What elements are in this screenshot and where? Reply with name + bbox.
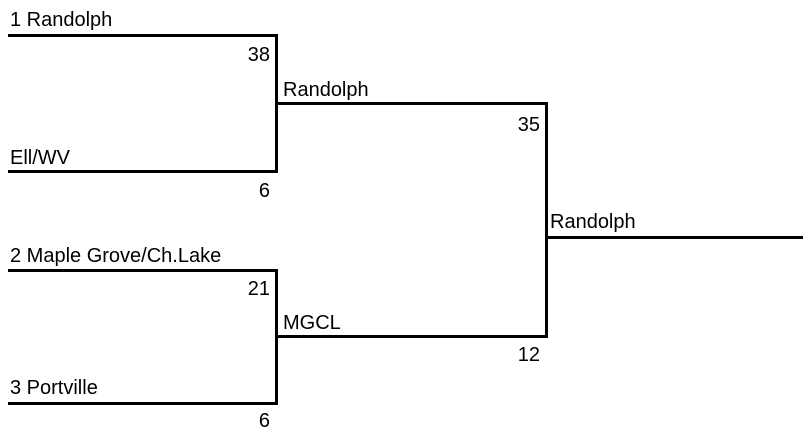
score-r1-1: 38 [247,44,270,66]
team-label-r1-1: 1 Randolph [10,9,113,31]
score-r2-2: 12 [517,344,540,366]
bracket-line-r2-2 [275,335,548,338]
bracket-line-champion [545,236,803,239]
team-label-r2-1: Randolph [283,79,369,101]
bracket-line-r1-4 [8,402,278,405]
team-label-r2-2: MGCL [283,312,341,334]
bracket-connector-r2 [545,102,548,338]
team-label-r1-2: Ell/WV [10,147,70,169]
bracket-line-r2-1 [275,102,548,105]
bracket-line-r1-1 [8,34,278,37]
score-r1-2: 6 [258,180,270,202]
score-r1-3: 21 [247,278,270,300]
bracket-line-r1-3 [8,269,278,272]
score-r1-4: 6 [258,410,270,432]
bracket-line-r1-2 [8,170,278,173]
champion-label: Randolph [550,211,636,233]
score-r2-1: 35 [517,114,540,136]
team-label-r1-3: 2 Maple Grove/Ch.Lake [10,245,222,267]
team-label-r1-4: 3 Portville [10,377,98,399]
